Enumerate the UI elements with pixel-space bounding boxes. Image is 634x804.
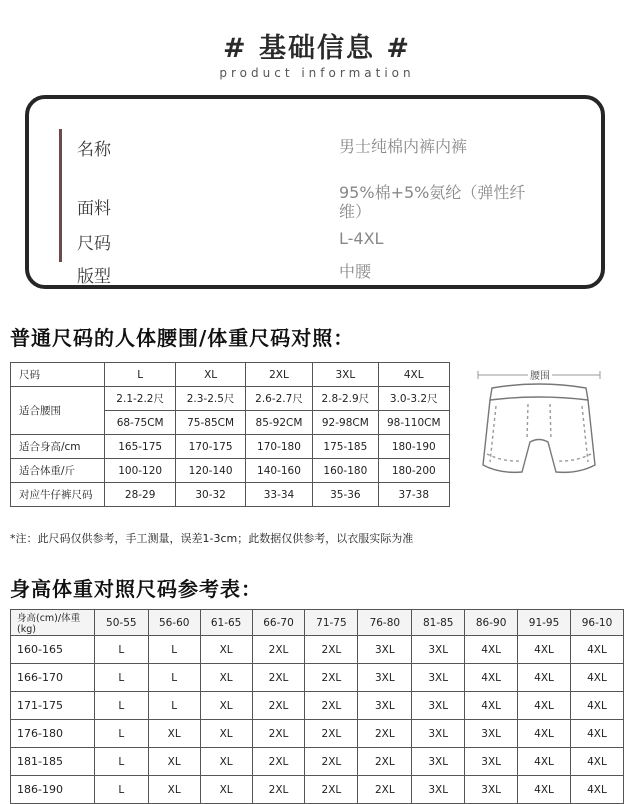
table-cell: L <box>94 692 148 720</box>
table-row <box>11 459 450 483</box>
table-row <box>11 483 450 507</box>
table-cell: 2XL <box>305 692 358 720</box>
table-cell: 4XL <box>518 692 571 720</box>
table-cell: 35-36 <box>313 483 378 507</box>
table-cell: 91-95 <box>518 610 571 636</box>
table-cell: 140-160 <box>245 459 312 483</box>
info-value-name: 男士纯棉内裤内裤 <box>339 137 468 156</box>
table-cell: L <box>94 664 148 692</box>
table-cell: 100-120 <box>104 459 175 483</box>
reference-table-title: 身高体重对照尺码参考表： <box>10 577 262 601</box>
table-cell: 2XL <box>305 664 358 692</box>
table-cell: 30-32 <box>176 483 245 507</box>
table-cell: L <box>94 636 148 664</box>
table-cell: 4XL <box>518 664 571 692</box>
table-cell: XL <box>176 363 245 387</box>
table-cell: 3XL <box>412 720 465 748</box>
table-cell: 2.8-2.9尺 <box>313 387 378 411</box>
product-info-box <box>25 95 605 289</box>
table-cell: 2XL <box>252 748 305 776</box>
info-value-size: L-4XL <box>339 229 384 248</box>
table-cell: 2.1-2.2尺 <box>104 387 175 411</box>
table-cell: XL <box>148 748 200 776</box>
table-cell: 适合腰围 <box>11 387 105 435</box>
table-cell: L <box>94 720 148 748</box>
table-row <box>11 664 624 692</box>
table-cell: L <box>104 363 175 387</box>
page-subtitle: product information <box>219 66 415 80</box>
table-cell: 3XL <box>412 664 465 692</box>
table-cell: 4XL <box>465 664 518 692</box>
table-cell: 170-180 <box>245 435 312 459</box>
info-label-name: 名称 <box>77 140 111 160</box>
table-cell: 对应牛仔裤尺码 <box>11 483 105 507</box>
table-cell: L <box>148 692 200 720</box>
table-cell: 68-75CM <box>104 411 175 435</box>
table-cell: 171-175 <box>11 692 95 720</box>
table-cell: 33-34 <box>245 483 312 507</box>
table-cell: 2XL <box>252 664 305 692</box>
table-row <box>11 363 450 387</box>
table-cell: 2XL <box>245 363 312 387</box>
table-cell: 186-190 <box>11 776 95 804</box>
table-row <box>11 776 624 804</box>
table-cell: 50-55 <box>94 610 148 636</box>
table-cell: 160-165 <box>11 636 95 664</box>
table-row <box>11 692 624 720</box>
table-row <box>11 720 624 748</box>
table-cell: 176-180 <box>11 720 95 748</box>
table-cell: L <box>94 748 148 776</box>
table-cell: 3XL <box>412 636 465 664</box>
table-cell: 身高(cm)/体重(kg) <box>11 610 95 636</box>
table-cell: 76-80 <box>358 610 412 636</box>
table-cell: 2XL <box>358 720 412 748</box>
table-cell: 2XL <box>252 636 305 664</box>
table-cell: L <box>148 636 200 664</box>
table-cell: 4XL <box>571 664 624 692</box>
table-cell: 170-175 <box>176 435 245 459</box>
table-cell: 2XL <box>252 720 305 748</box>
table-cell: 56-60 <box>148 610 200 636</box>
table-cell: 4XL <box>571 636 624 664</box>
table-cell: 96-10 <box>571 610 624 636</box>
table-cell: 98-110CM <box>378 411 450 435</box>
waist-label: 腰围 <box>530 371 550 382</box>
table-cell: 2XL <box>305 748 358 776</box>
table-cell: 4XL <box>465 692 518 720</box>
table-cell: 4XL <box>571 720 624 748</box>
table-cell: 3.0-3.2尺 <box>378 387 450 411</box>
table-cell: 2XL <box>358 776 412 804</box>
table-cell: 3XL <box>412 748 465 776</box>
reference-table <box>10 609 624 804</box>
table-cell: XL <box>200 636 252 664</box>
table-row <box>11 636 624 664</box>
table-cell: 92-98CM <box>313 411 378 435</box>
info-value-fabric: 95%棉+5%氨纶（弹性纤维） <box>339 183 526 221</box>
table-row <box>11 387 450 411</box>
table-cell: L <box>148 664 200 692</box>
table-cell: 120-140 <box>176 459 245 483</box>
table-cell: XL <box>148 720 200 748</box>
table-cell: 85-92CM <box>245 411 312 435</box>
table-cell: 2XL <box>358 748 412 776</box>
table-cell: XL <box>200 664 252 692</box>
table-cell: 75-85CM <box>176 411 245 435</box>
table-cell: 4XL <box>378 363 450 387</box>
table-cell: 3XL <box>412 776 465 804</box>
table-cell: 28-29 <box>104 483 175 507</box>
table-row <box>11 610 624 636</box>
table-cell: 166-170 <box>11 664 95 692</box>
table-cell: 2.6-2.7尺 <box>245 387 312 411</box>
table-cell: 4XL <box>518 748 571 776</box>
table-cell: 37-38 <box>378 483 450 507</box>
table-cell: 2XL <box>252 776 305 804</box>
table-cell: 3XL <box>465 748 518 776</box>
table-row <box>11 435 450 459</box>
table-cell: 适合体重/斤 <box>11 459 105 483</box>
table-cell: 180-190 <box>378 435 450 459</box>
table-cell: 181-185 <box>11 748 95 776</box>
table-cell: L <box>94 776 148 804</box>
table-cell: XL <box>200 748 252 776</box>
table-cell: 3XL <box>358 636 412 664</box>
table-cell: 66-70 <box>252 610 305 636</box>
table-cell: 3XL <box>358 664 412 692</box>
table-cell: 180-200 <box>378 459 450 483</box>
table-cell: 160-180 <box>313 459 378 483</box>
size-table-title: 普通尺码的人体腰围/体重尺码对照： <box>10 326 355 350</box>
table-cell: 2XL <box>305 720 358 748</box>
table-cell: 165-175 <box>104 435 175 459</box>
table-cell: XL <box>200 720 252 748</box>
table-cell: 3XL <box>358 692 412 720</box>
table-cell: 2XL <box>305 776 358 804</box>
table-cell: 81-85 <box>412 610 465 636</box>
table-cell: 3XL <box>465 776 518 804</box>
table-cell: 4XL <box>518 776 571 804</box>
table-cell: 3XL <box>412 692 465 720</box>
size-note: *注：此尺码仅供参考，手工测量，误差1-3cm；此数据仅供参考，以衣服实际为准 <box>10 532 414 545</box>
info-label-size: 尺码 <box>77 234 111 254</box>
table-cell: 175-185 <box>313 435 378 459</box>
table-cell: 尺码 <box>11 363 105 387</box>
table-cell: 2.3-2.5尺 <box>176 387 245 411</box>
size-table <box>10 362 450 507</box>
table-cell: 3XL <box>313 363 378 387</box>
table-cell: 4XL <box>571 748 624 776</box>
info-label-fabric: 面料 <box>77 199 111 219</box>
table-cell: 4XL <box>571 776 624 804</box>
info-label-fit: 版型 <box>77 267 111 287</box>
table-cell: 4XL <box>465 636 518 664</box>
table-cell: XL <box>148 776 200 804</box>
table-cell: 71-75 <box>305 610 358 636</box>
page-title: # 基础信息 # <box>222 33 412 64</box>
table-row <box>11 748 624 776</box>
table-cell: 3XL <box>465 720 518 748</box>
table-cell: 2XL <box>252 692 305 720</box>
table-cell: 适合身高/cm <box>11 435 105 459</box>
accent-bar <box>59 129 62 262</box>
table-cell: XL <box>200 776 252 804</box>
table-cell: XL <box>200 692 252 720</box>
table-cell: 4XL <box>518 720 571 748</box>
table-cell: 86-90 <box>465 610 518 636</box>
table-cell: 61-65 <box>200 610 252 636</box>
underwear-diagram <box>470 362 620 492</box>
table-cell: 2XL <box>305 636 358 664</box>
table-cell: 4XL <box>571 692 624 720</box>
info-value-fit: 中腰 <box>339 262 372 281</box>
table-cell: 4XL <box>518 636 571 664</box>
